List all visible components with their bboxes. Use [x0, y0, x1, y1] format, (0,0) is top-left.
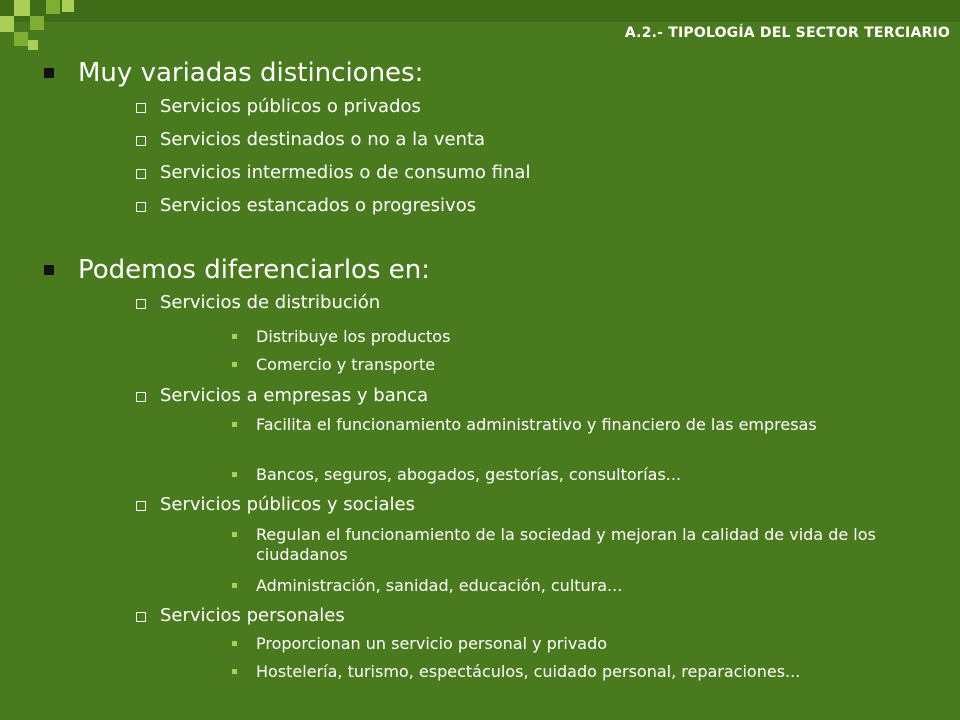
small-square-bullet-icon	[232, 362, 237, 367]
list-item-label: Servicios públicos o privados	[160, 96, 421, 117]
list-item-label: Servicios estancados o progresivos	[160, 195, 477, 216]
list-item-label: Servicios intermedios o de consumo final	[160, 162, 531, 183]
list-item-label: Servicios destinados o no a la venta	[160, 129, 486, 150]
hollow-square-bullet-icon	[136, 202, 146, 212]
detail-text: Facilita el funcionamiento administrativo y financiero de las empresas	[256, 415, 817, 434]
slide-title: A.2.- TIPOLOGÍA DEL SECTOR TERCIARIO	[624, 25, 950, 41]
decor-square	[30, 16, 44, 30]
detail-text: Proporcionan un servicio personal y privado	[256, 634, 608, 653]
detail-text: Administración, sanidad, educación, cultura...	[256, 576, 623, 595]
square-bullet-icon	[44, 68, 54, 78]
decor-square	[14, 32, 28, 46]
detail-text: Distribuye los productos	[256, 327, 451, 346]
hollow-square-bullet-icon	[136, 299, 146, 309]
decor-square	[28, 40, 38, 50]
hollow-square-bullet-icon	[136, 136, 146, 146]
hollow-square-bullet-icon	[136, 612, 146, 622]
group-label: Servicios públicos y sociales	[160, 494, 415, 515]
decor-square	[14, 0, 30, 16]
small-square-bullet-icon	[232, 669, 237, 674]
small-square-bullet-icon	[232, 334, 237, 339]
section1-heading: Muy variadas distinciones:	[78, 58, 424, 88]
decor-square	[62, 0, 74, 12]
hollow-square-bullet-icon	[136, 103, 146, 113]
group-label: Servicios de distribución	[160, 292, 381, 313]
small-square-bullet-icon	[232, 532, 237, 537]
section2-heading: Podemos diferenciarlos en:	[78, 255, 430, 285]
small-square-bullet-icon	[232, 641, 237, 646]
small-square-bullet-icon	[232, 583, 237, 588]
hollow-square-bullet-icon	[136, 392, 146, 402]
decor-square	[0, 16, 14, 32]
square-bullet-icon	[44, 265, 54, 275]
detail-text: Bancos, seguros, abogados, gestorías, consultorías...	[256, 465, 682, 484]
group-label: Servicios personales	[160, 605, 345, 626]
detail-text: Comercio y transporte	[256, 355, 436, 374]
detail-text: Regulan el funcionamiento de la sociedad y mejoran la calidad de vida de los ciudadanos	[256, 525, 876, 564]
hollow-square-bullet-icon	[136, 169, 146, 179]
detail-text: Hostelería, turismo, espectáculos, cuidado personal, reparaciones...	[256, 662, 801, 681]
top-decorative-band	[0, 0, 960, 22]
small-square-bullet-icon	[232, 472, 237, 477]
small-square-bullet-icon	[232, 422, 237, 427]
hollow-square-bullet-icon	[136, 501, 146, 511]
decor-square	[46, 0, 60, 14]
group-label: Servicios a empresas y banca	[160, 385, 429, 406]
